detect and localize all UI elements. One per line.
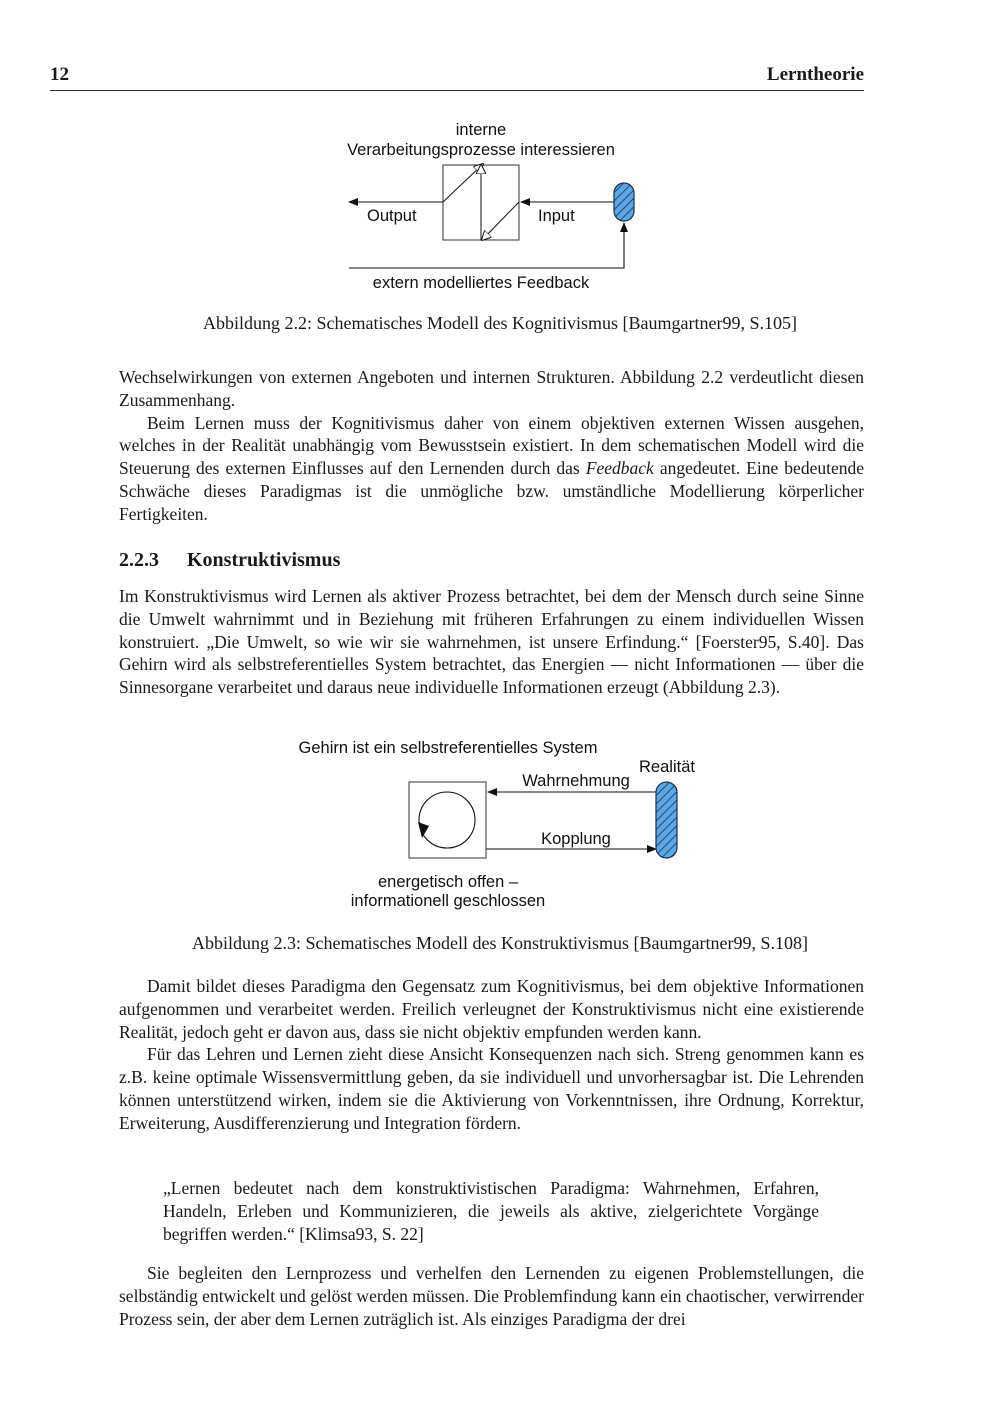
fig22-label-feedback: extern modelliertes Feedback — [372, 274, 590, 292]
body-text-1 — [119, 366, 864, 526]
emphasis: Feedback — [585, 458, 654, 479]
section-number: 2.2.3 — [119, 549, 159, 571]
figure-2-3-caption: Abbildung 2.3: Schematisches Modell des Konstruktivismus [Baumgartner99, S.108] — [192, 933, 808, 953]
fig23-reality-symbol — [656, 782, 677, 858]
paragraph — [119, 412, 864, 526]
fig23-label-top: Gehirn ist ein selbstreferentielles System — [298, 739, 598, 757]
page-number: 12 — [50, 64, 69, 85]
fig23-label-coupling: Kopplung — [541, 830, 611, 848]
fig23-label-reality: Realität — [639, 758, 695, 776]
running-header — [50, 62, 864, 91]
paragraph-text: Beim Lernen muss der Kognitivismus daher von einem objektiven externen Wissen ausgehen, welches in der Realität unabhängig vom Bewusstsein existiert. In dem schematischen Modell wird die Steuerung des externen Einflusses auf den Lernenden durch das — [119, 412, 864, 479]
fig23-label-bottom-1: energetisch offen – — [377, 873, 519, 891]
paragraph: Sie begleiten den Lernprozess und verhelfen den Lernenden zu eigenen Problemstellungen, die selbständig entwickelt und gelöst werden müssen. Die Problemfindung kann ein chaotischer, verwirrender Prozess sein, der aber dem Lernen zuträglich ist. Als einziges Paradigma der drei — [119, 1263, 864, 1329]
figure-2-2 — [0, 110, 1000, 300]
body-text-3 — [119, 975, 864, 1135]
fig23-label-perception: Wahrnehmung — [522, 772, 630, 790]
fig22-label-output: Output — [367, 207, 417, 225]
block-quote: „Lernen bedeutet nach dem konstruktivistischen Paradigma: Wahrnehmen, Erfahren, Handeln, Erleben und Kommunizieren, die jeweils als aktive, zielgerichtete Vorgänge begriffen werden.“ [Klimsa93, S. 22] — [163, 1178, 819, 1244]
section-heading — [119, 549, 340, 572]
figure-2-2-caption: Abbildung 2.2: Schematisches Modell des Kognitivismus [Baumgartner99, S.105] — [203, 313, 797, 333]
fig23-label-bottom-2: informationell geschlossen — [350, 892, 546, 910]
paragraph: Damit bildet dieses Paradigma den Gegensatz zum Kognitivismus, bei dem objektive Informationen aufgenommen und verarbeitet werden. Freilich verleugnet der Konstruktivismus nicht eine existierende Realität, jedoch geht er davon aus, dass sie nicht objektiv empfunden werden kann. — [119, 976, 864, 1042]
body-text-2 — [119, 585, 864, 699]
figure-2-3 — [0, 732, 1000, 916]
figure-2-3-diagram — [0, 732, 1000, 916]
fig22-environment-symbol — [614, 183, 634, 221]
fig22-label-top-1: interne — [455, 121, 507, 139]
fig22-label-input: Input — [538, 207, 575, 225]
paragraph: Wechselwirkungen von externen Angeboten und internen Strukturen. Abbildung 2.2 verdeutlicht diesen Zusammenhang. — [119, 367, 864, 410]
running-title: Lerntheorie — [766, 64, 864, 85]
section-title: Konstruktivismus — [187, 549, 341, 571]
paragraph: Für das Lehren und Lernen zieht diese Ansicht Konsequenzen nach sich. Streng genommen kann es z.B. keine optimale Wissensvermittlung geben, da sie individuell und unvorhersagbar ist. Die Lehrenden können unterstützend wirken, indem sie die Aktivierung von Vorkenntnissen, ihre Ordnung, Korrektur, Erweiterung, Ausdifferenzierung und Integration fördern. — [119, 1044, 864, 1133]
paragraph-text: angedeutet. Eine bedeutende Schwäche dieses Paradigmas ist die unmögliche bzw. umständliche Modellierung körperlicher Fertigkeiten. — [119, 458, 864, 524]
paragraph: Im Konstruktivismus wird Lernen als aktiver Prozess betrachtet, bei dem der Mensch durch seine Sinne die Umwelt wahrnimmt und in Beziehung mit früheren Erfahrungen zu einem individuellen Wissen konstruiert. „Die Umwelt, so wie wir sie wahrnehmen, ist unsere Erfindung.“ [Foerster95, S.40]. Das Gehirn wird als selbstreferentielles System betrachtet, das Energien — nicht Informationen — über die Sinnesorgane verarbeitet und daraus neue individuelle Informationen erzeugt (Abbildung 2.3). — [119, 586, 864, 698]
body-text-4 — [119, 1262, 864, 1330]
fig22-label-top-2: Verarbeitungsprozesse interessieren — [347, 141, 615, 159]
figure-2-2-diagram — [0, 110, 1000, 300]
